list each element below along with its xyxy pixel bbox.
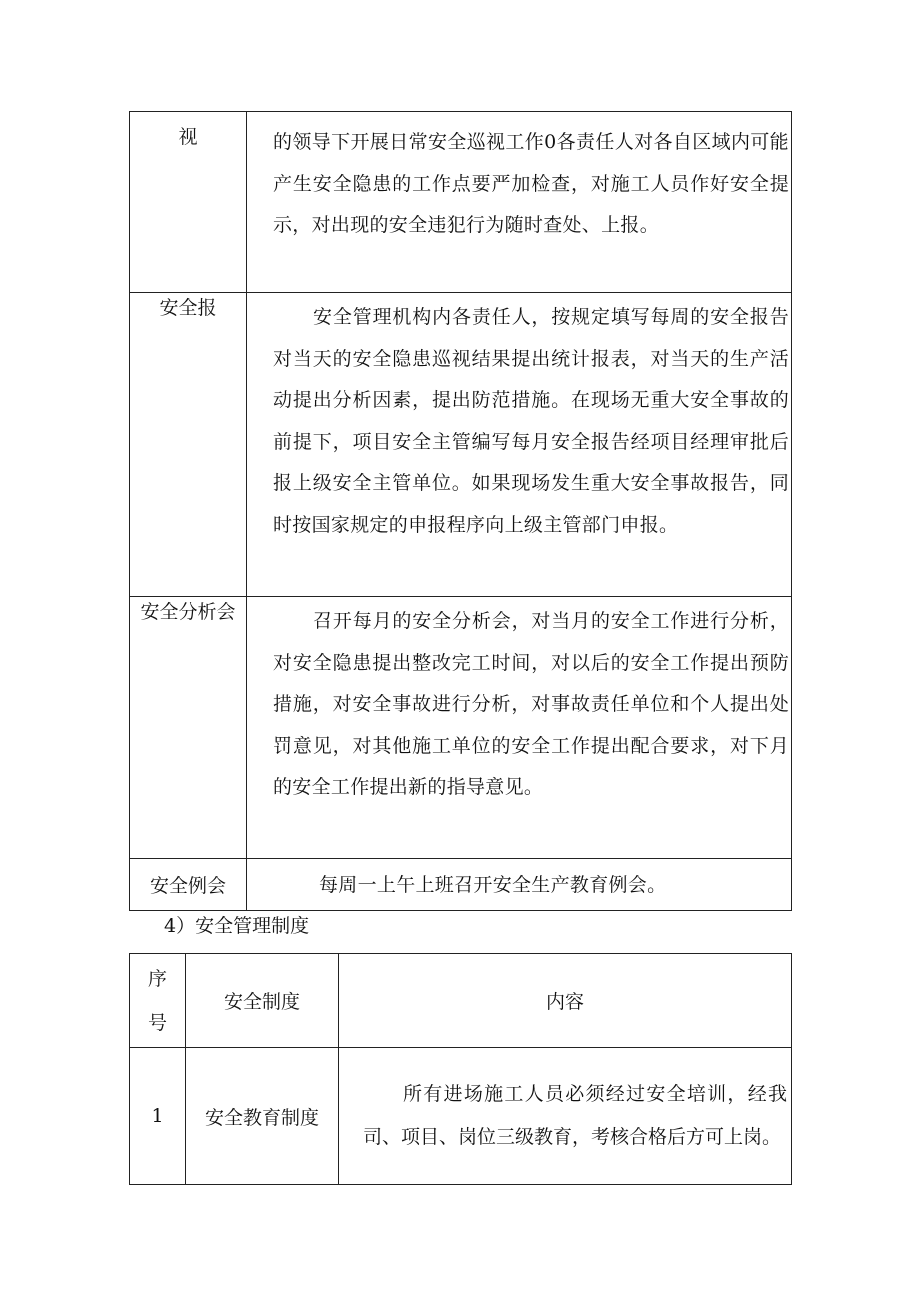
rule-index: 1 — [130, 1048, 186, 1185]
row-content: 每周一上午上班召开安全生产教育例会。 — [319, 873, 667, 896]
row-label-cell — [130, 293, 247, 597]
row-label: 安全分析会 — [140, 601, 236, 623]
row-content: 的领导下开展日常安全巡视工作0各责任人对各自区域内可能产生安全隐患的工作点要严加检查，对施工人员作好安全提示，对出现的安全违犯行为随时查处、上报。 — [273, 131, 789, 236]
row-content-cell — [247, 859, 792, 911]
row-label: 安全报 — [159, 297, 217, 319]
header-content: 内容 — [339, 954, 792, 1048]
header-index-line2: 号 — [147, 1011, 167, 1034]
row-content: 安全管理机构内各责任人，按规定填写每周的安全报告对当天的安全隐患巡视结果提出统计报表，对当天的生产活动提出分析因素，提出防范措施。在现场无重大安全事故的前提下，项目安全主管编写每月安全报告经项目经理审批后报上级安全主管单位。如果现场发生重大安全事故报告，同时按国家规定的申报程序向上级主管部门申报。 — [273, 306, 789, 536]
row-label: 安全例会 — [149, 875, 226, 897]
header-system: 安全制度 — [186, 954, 339, 1048]
row-label: 视 — [178, 126, 198, 148]
table-row — [130, 597, 792, 859]
rule-content: 所有进场施工人员必须经过安全培训，经我司、项目、岗位三级教育，考核合格后方可上岗。 — [363, 1083, 787, 1148]
section-heading: 4）安全管理制度 — [164, 915, 310, 937]
table-row — [130, 112, 792, 293]
row-content-cell — [247, 293, 792, 597]
row-label-cell — [130, 112, 247, 293]
safety-rules-table — [129, 953, 792, 1185]
row-content: 召开每月的安全分析会，对当月的安全工作进行分析，对安全隐患提出整改完工时间，对以后的安全工作提出预防措施，对安全事故进行分析，对事故责任单位和个人提出处罚意见，对其他施工单位的安全工作提出配合要求，对下月的安全工作提出新的指导意见。 — [273, 610, 789, 798]
table-row — [130, 1048, 792, 1185]
row-content-cell — [247, 597, 792, 859]
rule-content-cell — [339, 1048, 792, 1185]
row-label-cell — [130, 597, 247, 859]
row-label-cell — [130, 859, 247, 911]
rule-system: 安全教育制度 — [186, 1048, 339, 1185]
header-index — [130, 954, 186, 1048]
table-row — [130, 859, 792, 911]
table-row — [130, 293, 792, 597]
safety-activities-table — [129, 111, 792, 911]
table-header-row — [130, 954, 792, 1048]
header-index-line1: 序 — [147, 967, 167, 990]
row-content-cell — [247, 112, 792, 293]
